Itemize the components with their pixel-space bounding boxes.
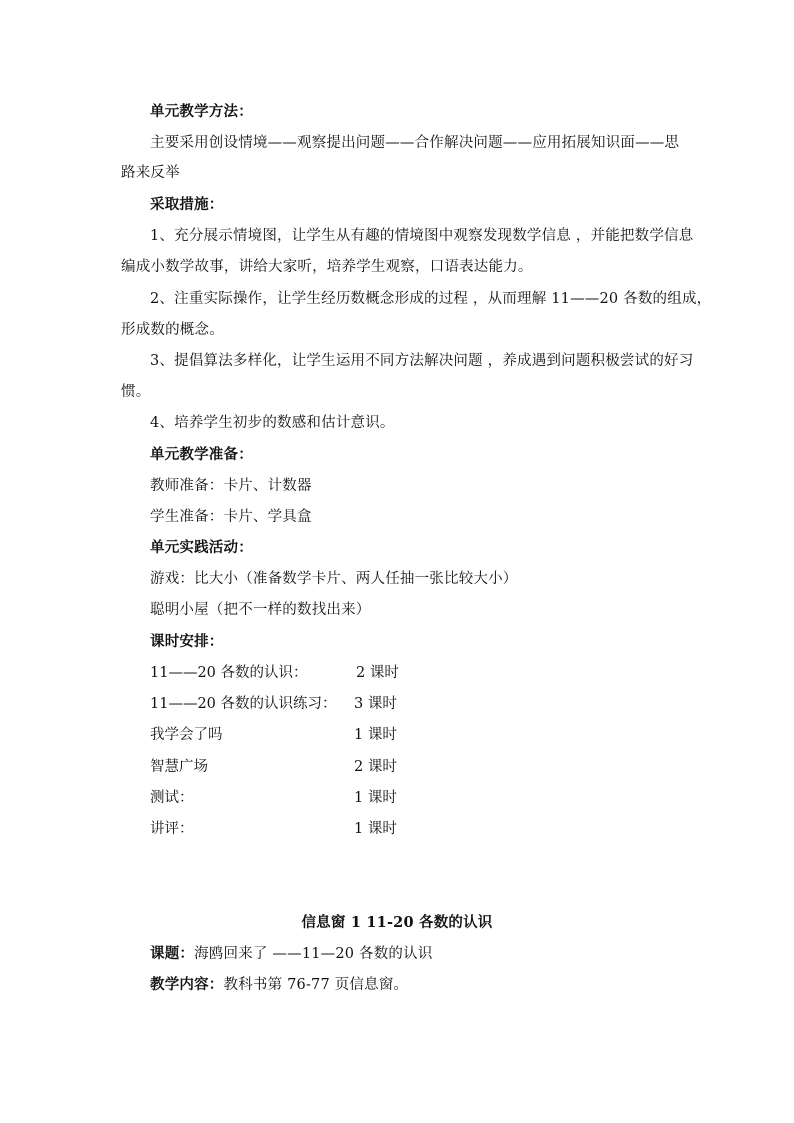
measures-heading: 采取措施： (150, 196, 224, 213)
measure-item-1-line-1: 1、充分展示情境图，让学生从有趣的情境图中观察发现数学信息 ，并能把数学信息 (150, 228, 694, 244)
student-preparation: 学生准备：卡片、学具盒 (150, 509, 312, 525)
schedule-row-value: 3 课时 (354, 696, 397, 712)
schedule-row-value: 2 课时 (356, 665, 399, 681)
measure-item-2-line-2: 形成数的概念。 (121, 322, 224, 338)
practice-heading: 单元实践活动： (150, 539, 253, 556)
measure-item-2-line-1: 2、注重实际操作，让学生经历数概念形成的过程 ，从而理解 11——20 各数的组成， (150, 291, 712, 307)
schedule-row-label: 测试： (150, 790, 194, 806)
lesson-content-label: 教学内容： (150, 976, 224, 993)
lesson-topic-label: 课题： (150, 945, 195, 962)
schedule-row-label: 智慧广场 (150, 759, 208, 775)
measure-item-4: 4、培养学生初步的数感和估计意识。 (150, 415, 395, 431)
practice-game: 游戏：比大小（准备数学卡片、两人任抽一张比较大小） (150, 571, 518, 587)
practice-house: 聪明小屋（把不一样的数找出来） (150, 602, 371, 618)
lesson-title: 信息窗 1 11-20 各数的认识 (301, 914, 493, 931)
lesson-topic (150, 944, 433, 964)
schedule-row-value: 1 课时 (354, 727, 397, 743)
lesson-topic-value: 海鸥回来了 ——11—20 各数的认识 (194, 946, 433, 962)
schedule-row-label: 讲评： (150, 821, 194, 837)
method-heading: 单元教学方法： (150, 103, 253, 120)
measure-item-3-line-1: 3、提倡算法多样化，让学生运用不同方法解决问题 ，养成遇到问题积极尝试的好习 (150, 353, 694, 369)
measure-item-3-line-2: 惯。 (121, 384, 151, 400)
schedule-row-label: 11——20 各数的认识： (150, 665, 308, 681)
method-text-line-2: 路来反举 (121, 165, 180, 181)
lesson-content-value: 教科书第 76-77 页信息窗。 (223, 977, 409, 993)
method-text-line-1: 主要采用创设情境——观察提出问题——合作解决问题——应用拓展知识面——思 (150, 135, 680, 151)
schedule-row-value: 1 课时 (354, 821, 397, 837)
schedule-row-value: 2 课时 (354, 759, 397, 775)
teacher-preparation: 教师准备：卡片、计数器 (150, 478, 312, 494)
schedule-heading: 课时安排： (150, 633, 224, 650)
schedule-row-value: 1 课时 (354, 790, 397, 806)
preparation-heading: 单元教学准备： (150, 446, 253, 463)
lesson-content (150, 975, 408, 995)
schedule-row-label: 我学会了吗 (150, 727, 223, 743)
schedule-row-label: 11——20 各数的认识练习： (150, 696, 337, 712)
measure-item-1-line-2: 编成小数学故事，讲给大家听，培养学生观察，口语表达能力。 (121, 259, 533, 275)
